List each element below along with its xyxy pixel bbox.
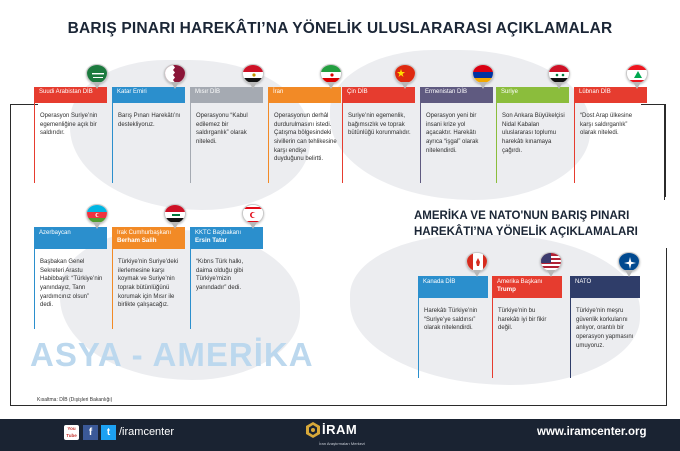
youtube-icon[interactable]	[64, 425, 79, 440]
statement-text: Başbakan Genel Sekreteri Arastu Habibbayli: “Türkiye’nin yanındayız, Tanrı yardımcınız olsun” dedi.	[34, 249, 107, 329]
statement-source: Çin DİB	[347, 89, 368, 95]
statement-text: Operasyonu “Kabul edilemez bir saldırganlık” olarak niteledi.	[190, 103, 263, 183]
americas-title-line-1: AMERİKA VE NATO'NUN BARIŞ PINARI	[414, 210, 630, 222]
statement-source: Suudi Arabistan DİB	[39, 89, 93, 95]
website-link[interactable]: www.iramcenter.org	[537, 426, 647, 438]
lebanon-flag-icon	[626, 64, 648, 90]
statement-text: Operasyon Suriye’nin egemenliğine açık bir saldırıdır.	[34, 103, 107, 183]
frame-bottom-line	[10, 405, 410, 406]
social-handle[interactable]: /iramcenter	[119, 426, 175, 438]
statement-text: Operasyonun derhâl durdurulmasını istedi. Çatışma bölgesindeki sivillerin can tehlikesine karşı endişe duyduğunu belirtti.	[268, 103, 341, 183]
statement-source-header	[570, 276, 640, 298]
page-title: BARIŞ PINARI HAREKÂTI’NA YÖNELİK ULUSLARARASI AÇIKLAMALAR	[67, 20, 613, 37]
facebook-label: f	[88, 427, 93, 438]
statement-card	[190, 87, 263, 183]
statement-text: Türkiye’nin Suriye’deki ilerlemesine karşı koymak ve Suriye’nin toprak bütünlüğünü korumak için Mısır ile birlikte çalışacağız.	[112, 249, 185, 329]
statement-source: Ermenistan DİB	[425, 89, 468, 95]
egypt-flag-icon	[242, 64, 264, 90]
statement-text: Harekâtı Türkiye’nin “Suriye’ye saldırısı” olarak nitelendirdi.	[418, 298, 488, 378]
logo-subtitle: İran Araştırmaları Merkezi	[319, 441, 365, 446]
statement-source: NATO	[575, 279, 592, 285]
statement-source: KKTC Başbakanı	[195, 230, 242, 236]
statement-source-header	[112, 227, 185, 249]
source-note: Kısaltma: DİB (Dışişleri Bakanlığı)	[37, 397, 113, 403]
statement-text: Türkiye’nin bu harekâtı iyi bir fikir değil.	[492, 298, 562, 378]
statement-source: Suriye	[501, 89, 519, 95]
frame-right-upper-edge	[664, 104, 665, 200]
syria-flag-icon	[548, 64, 570, 90]
statement-text: Türkiye’nin meşru güvenlik korkularını anlıyor, orantılı bir operasyon yapmasını umuyoruz.	[570, 298, 640, 378]
statement-text: “Dost Arap ülkesine karşı saldırganlık” olarak niteledi.	[574, 103, 647, 183]
statement-source: İran	[273, 89, 284, 95]
statement-card	[112, 87, 185, 183]
facebook-icon[interactable]	[83, 425, 98, 440]
statement-text: Barış Pınarı Harekâtı’nı destekliyoruz.	[112, 103, 185, 183]
statement-text: “Kıbrıs Türk halkı, daima olduğu gibi Türkiye’mizin yanındadır” dedi.	[190, 249, 263, 329]
statement-source: Lübnan DİB	[579, 89, 611, 95]
statement-source-name: Trump	[497, 285, 516, 293]
statement-source-header	[492, 276, 562, 298]
americas-title-line-2: HAREKÂTI’NA YÖNELİK AÇIKLAMALARI	[414, 225, 638, 238]
statement-card	[342, 87, 415, 183]
statement-source-header	[418, 276, 488, 298]
trnc-flag-icon	[242, 204, 264, 230]
twitter-label: t	[106, 427, 111, 438]
statement-card	[420, 87, 493, 183]
americas-section-title	[414, 209, 638, 240]
qatar-flag-icon	[164, 64, 186, 90]
statement-source: Mısır DİB	[195, 89, 220, 95]
statement-source: Azerbaycan	[39, 230, 71, 236]
statement-card	[34, 227, 107, 329]
iram-logo-icon	[306, 422, 320, 438]
statement-card	[570, 276, 640, 378]
statement-card	[112, 227, 185, 329]
nato-flag-icon	[618, 252, 640, 278]
statement-card	[268, 87, 341, 183]
twitter-icon[interactable]	[101, 425, 116, 440]
armenia-flag-icon	[472, 64, 494, 90]
china-flag-icon	[394, 64, 416, 90]
statement-source-name: Ersin Tatar	[195, 236, 227, 244]
statement-source: Kanada DİB	[423, 279, 456, 285]
statement-source-header	[34, 227, 107, 249]
statement-text: Son Ankara Büyükelçisi Nidal Kabalan uluslararası toplumu harekâtı kınamaya çağırdı.	[496, 103, 569, 183]
statement-card	[418, 276, 488, 378]
youtube-label: You Tube	[66, 426, 77, 438]
statement-source-header	[190, 227, 263, 249]
region-label: ASYA - AMERİKA	[30, 336, 314, 373]
statement-card	[496, 87, 569, 183]
statement-card	[34, 87, 107, 183]
azerbaijan-flag-icon	[86, 204, 108, 230]
iraq-flag-icon	[164, 204, 186, 230]
statement-text: Operasyon yeni bir insani krize yol açacaktır. Harekâtı ayrıca “işgal” olarak nitelendirdi.	[420, 103, 493, 183]
statement-source: Katar Emiri	[117, 89, 147, 95]
statement-card	[190, 227, 263, 329]
statement-card	[492, 276, 562, 378]
statement-source-name: Berham Salih	[117, 236, 157, 244]
iran-flag-icon	[320, 64, 342, 90]
canada-flag-icon	[466, 252, 488, 278]
logo-name: İRAM	[322, 422, 358, 437]
saudi-flag-icon	[86, 64, 108, 90]
usa-flag-icon	[540, 252, 562, 278]
statement-card	[574, 87, 647, 183]
statement-text: Suriye’nin egemenlik, bağımsızlık ve toprak bütünlüğü korunmalıdır.	[342, 103, 415, 183]
statement-source: Amerika Başkanı	[497, 279, 543, 285]
statement-source: Irak Cumhurbaşkanı	[117, 230, 172, 236]
